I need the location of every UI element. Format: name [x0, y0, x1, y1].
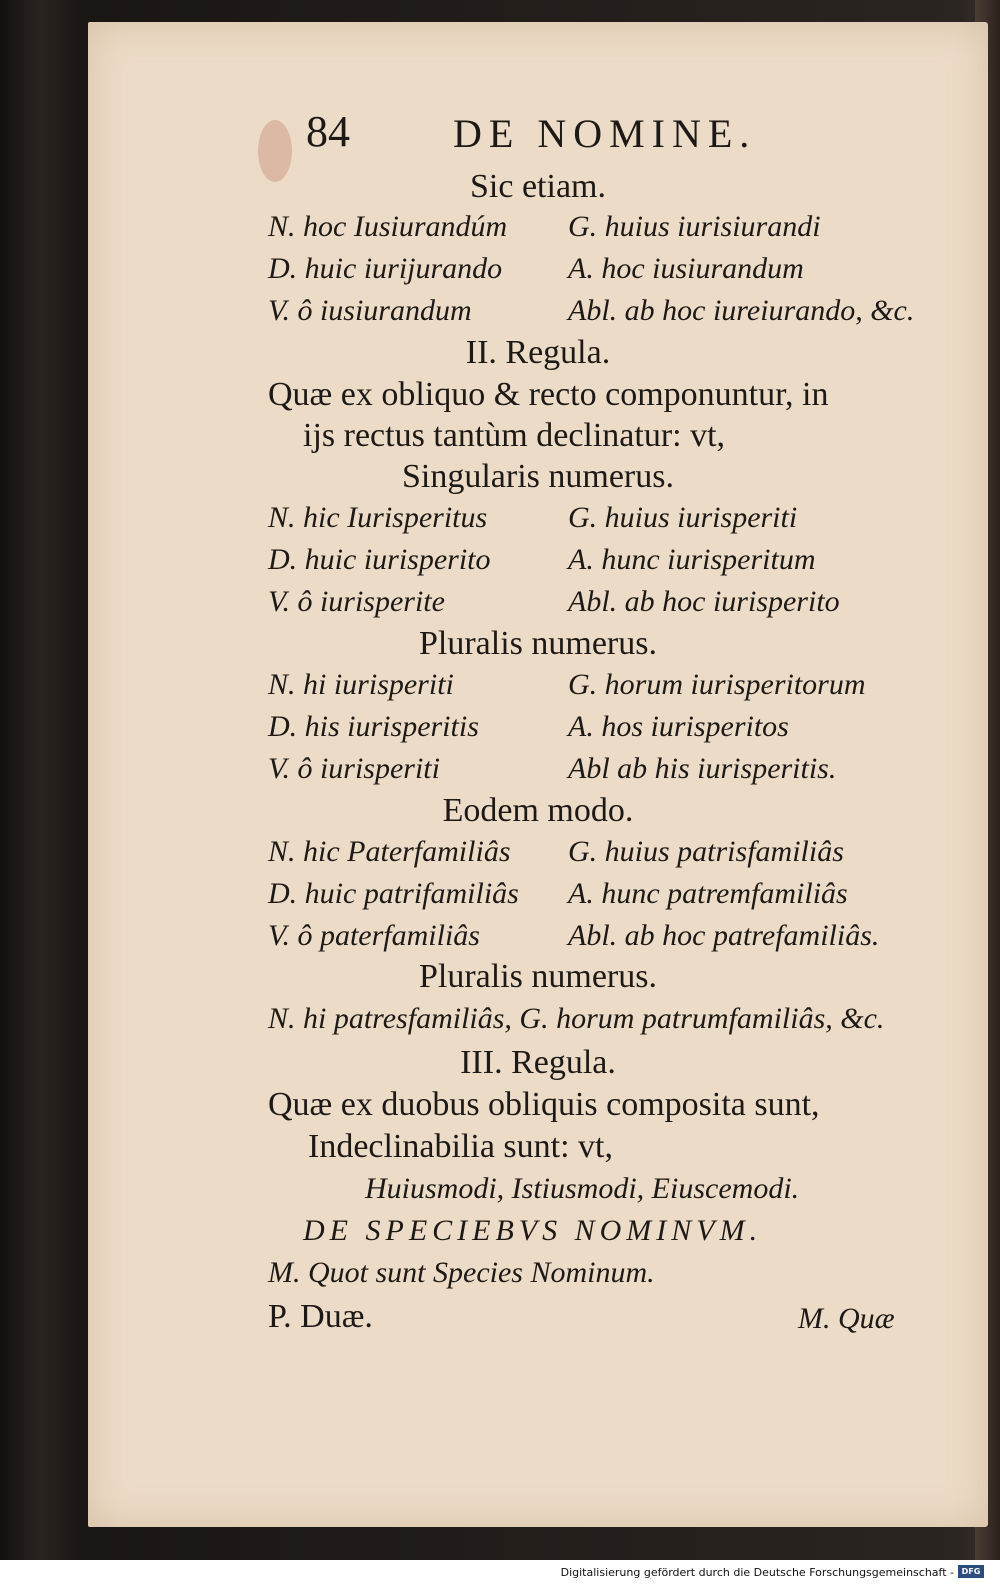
table-row: A. hunc patremfamiliâs — [568, 877, 848, 910]
page-number: 84 — [306, 107, 350, 156]
plural-line: N. hi patresfamiliâs, G. horum patrumfamiliâs, &c. — [268, 1002, 885, 1035]
subheading-pluralis-2: Pluralis numerus. — [419, 958, 657, 995]
example-line: Huiusmodi, Istiusmodi, Eiuscemodi. — [365, 1172, 800, 1205]
table-row: V. ô paterfamiliâs — [268, 919, 480, 952]
table-row: N. hi iurisperiti — [268, 668, 454, 701]
dialogue-line: M. Quot sunt Species Nominum. — [268, 1256, 655, 1289]
table-row: Abl. ab hoc patrefamiliâs. — [568, 919, 880, 952]
table-row: G. huius patrisfamiliâs — [568, 835, 844, 868]
subheading-sic-etiam: Sic etiam. — [470, 168, 606, 205]
section-heading: DE SPECIEBVS NOMINVM. — [303, 1214, 763, 1247]
table-row: Abl. ab hoc iurisperito — [568, 585, 840, 618]
table-row: N. hic Paterfamiliâs — [268, 835, 511, 868]
table-row: G. huius iurisperiti — [568, 501, 798, 534]
dialogue-line: P. Duæ. — [268, 1298, 373, 1335]
rule-text-line: Quæ ex duobus obliquis composita sunt, — [268, 1086, 820, 1123]
table-row: G. horum iurisperitorum — [568, 668, 866, 701]
table-row: D. his iurisperitis — [268, 710, 479, 743]
table-row: A. hunc iurisperitum — [568, 543, 816, 576]
catchword: M. Quæ — [798, 1302, 895, 1335]
table-row: N. hic Iurisperitus — [268, 501, 488, 534]
rule-heading-ii: II. Regula. — [465, 334, 611, 371]
footer-credit: Digitalisierung gefördert durch die Deutsche Forschungsgemeinschaft - — [560, 1566, 954, 1579]
table-row: D. huic iurijurando — [268, 252, 503, 285]
book-page — [88, 22, 988, 1527]
table-row: Abl. ab hoc iureiurando, &c. — [568, 294, 915, 327]
table-row: V. ô iusiurandum — [268, 294, 472, 327]
table-row: A. hos iurisperitos — [568, 710, 789, 743]
rule-text-line: Indeclinabilia sunt: vt, — [308, 1128, 613, 1165]
table-row: D. huic iurisperito — [268, 543, 491, 576]
table-row: V. ô iurisperite — [268, 585, 445, 618]
rule-heading-iii: III. Regula. — [460, 1044, 616, 1081]
table-row: A. hoc iusiurandum — [568, 252, 804, 285]
subheading-singularis: Singularis numerus. — [402, 458, 674, 495]
table-row: V. ô iurisperiti — [268, 752, 440, 785]
table-row: D. huic patrifamiliâs — [268, 877, 519, 910]
rule-text-line: ijs rectus tantùm declinatur: vt, — [303, 417, 726, 454]
running-title: DE NOMINE. — [453, 111, 757, 156]
table-row: G. huius iurisiurandi — [568, 210, 821, 243]
rule-text-line: Quæ ex obliquo & recto componuntur, in — [268, 376, 829, 413]
dfg-logo: DFG — [958, 1565, 984, 1578]
table-row: N. hoc Iusiurandúm — [268, 210, 508, 243]
subheading-pluralis: Pluralis numerus. — [419, 625, 657, 662]
table-row: Abl ab his iurisperitis. — [568, 752, 837, 785]
subheading-eodem-modo: Eodem modo. — [442, 792, 634, 829]
